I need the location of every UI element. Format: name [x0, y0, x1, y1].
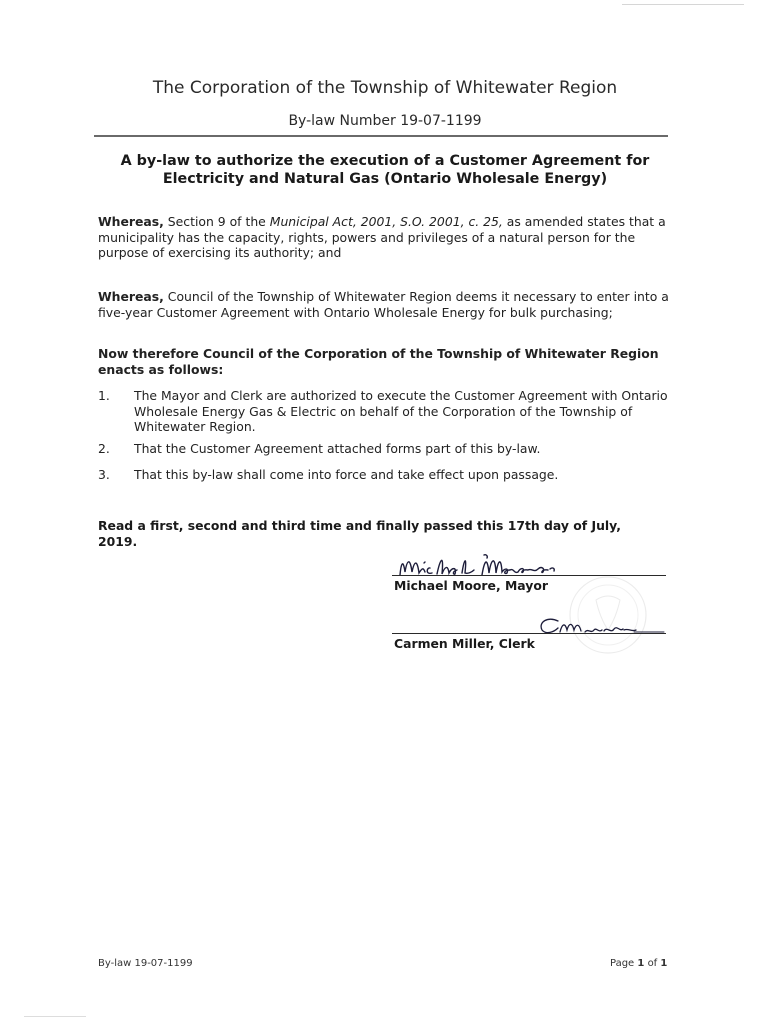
whereas-lead: Whereas,: [98, 289, 164, 304]
enacting-clause: Now therefore Council of the Corporation of the Township of Whitewater Region enacts as follows:: [98, 346, 659, 377]
whereas-clause-2: [98, 289, 678, 320]
page-of: of: [647, 958, 658, 969]
whereas-text: Council of the Township of Whitewater Region deems it necessary to enter into a five-year Customer Agreement with Ontario Wholesale Energy for bulk purchasing;: [98, 289, 669, 320]
list-item: [98, 388, 678, 438]
act-citation: Municipal Act, 2001, S.O. 2001, c. 25,: [269, 214, 503, 229]
footer-page-number: [610, 958, 667, 969]
list-text: The Mayor and Clerk are authorized to execute the Customer Agreement with Ontario Wholesale Energy Gas & Electric on behalf of the Corporation of the Township of Whitewater Region.: [134, 388, 668, 434]
signature-line: [392, 633, 666, 634]
whereas-text: as amended states that a municipality has the capacity, rights, powers and privileges of a natural person for the purpose of exercising its authority; and: [98, 214, 666, 260]
list-number: 2.: [98, 441, 110, 456]
mayor-handwritten-signature: [388, 548, 608, 582]
header-divider: [94, 135, 668, 137]
list-text: That the Customer Agreement attached forms part of this by-law.: [134, 441, 541, 456]
whereas-clause-1: [98, 214, 678, 261]
scan-edge-mark: [622, 4, 744, 5]
page-total: 1: [660, 958, 668, 969]
document-title: The Corporation of the Township of Whitewater Region: [152, 78, 618, 98]
signature-line: [392, 575, 666, 576]
bylaw-subject: A by-law to authorize the execution of a Customer Agreement for Electricity and Natural Gas (Ontario Wholesale Energy): [120, 153, 650, 187]
mayor-name: Michael Moore, Mayor: [394, 578, 548, 593]
list-text: That this by-law shall come into force and take effect upon passage.: [134, 467, 559, 482]
page-current: 1: [637, 958, 645, 969]
page-word: Page: [610, 958, 635, 969]
scan-edge-mark: [24, 1016, 86, 1017]
whereas-text: Section 9 of the: [163, 214, 270, 229]
list-number: 1.: [98, 388, 110, 403]
passed-statement: Read a first, second and third time and finally passed this 17th day of July, 2019.: [98, 518, 621, 549]
list-number: 3.: [98, 467, 110, 482]
bylaw-number: By-law Number 19-07-1199: [288, 113, 482, 129]
list-item: [98, 441, 678, 459]
footer-bylaw-ref: By-law 19-07-1199: [98, 958, 193, 969]
list-item: [98, 467, 678, 485]
whereas-lead: Whereas,: [98, 214, 164, 229]
clerk-name: Carmen Miller, Clerk: [394, 636, 535, 651]
